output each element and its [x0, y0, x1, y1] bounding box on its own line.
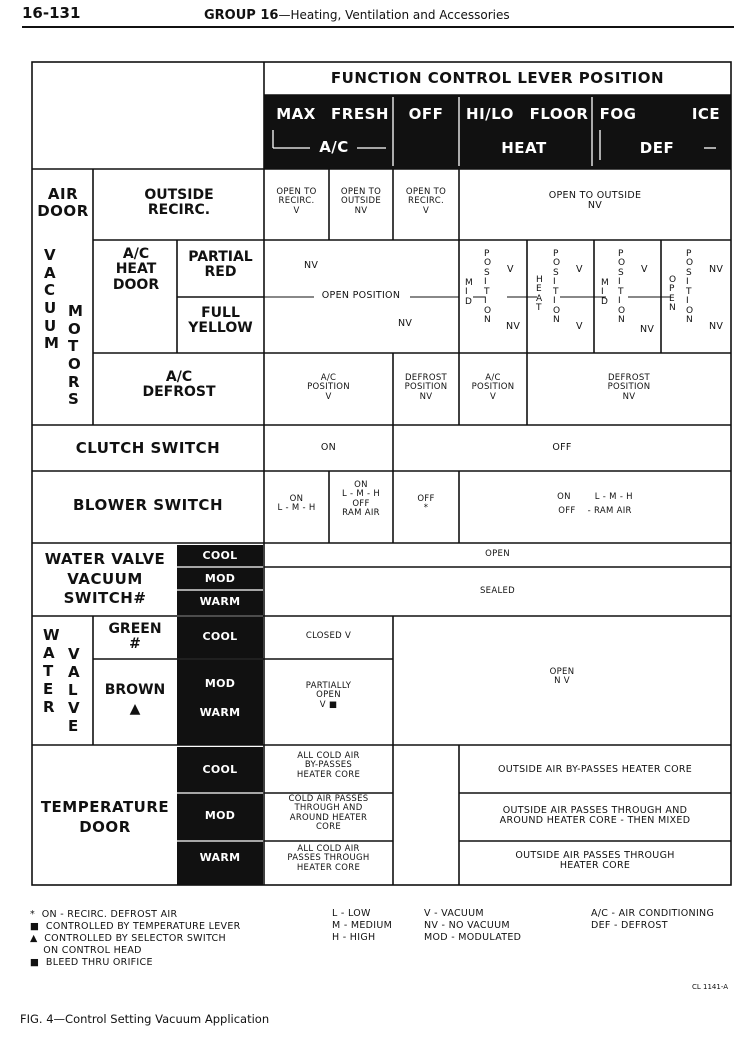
td-mod: MOD: [204, 809, 236, 822]
ice-nv-top: NV: [709, 264, 724, 275]
wv-partially-open: PARTIALLY OPEN V ■: [305, 681, 352, 710]
ac-defrost-rest: DEFROST POSITION NV: [607, 373, 651, 402]
td-cool: COOL: [202, 763, 238, 776]
pos-hilo: HI/LO: [466, 105, 514, 123]
figure-code: CL 1141-A: [692, 983, 728, 991]
pos-ice: ICE: [691, 105, 721, 123]
partial-red-label: PARTIAL RED: [188, 249, 253, 281]
pos-ac-group: A/C: [319, 138, 349, 156]
footnote-symbols: * ON - RECIRC. DEFROST AIR ■ CONTROLLED BY TEMPERATURE LEVER ▲ CONTROLLED BY SELECTOR SWITCH ON CONTROL HEAD ■ BLEED THRU ORIFICE: [30, 909, 241, 968]
open-position: OPEN POSITION: [321, 290, 401, 301]
fog-position-letters: P O S I T I O N: [618, 249, 626, 326]
footnote-abbrev: A/C - AIR CONDITIONING DEF - DEFROST: [591, 908, 715, 931]
pos-off: OFF: [408, 105, 444, 123]
wvs-sealed: SEALED: [479, 586, 516, 596]
outside-recirc-label: OUTSIDE RECIRC.: [144, 187, 214, 219]
function-control-header: FUNCTION CONTROL LEVER POSITION: [330, 69, 665, 87]
wvs-warm: WARM: [199, 595, 241, 608]
group-subtitle: —Heating, Ventilation and Accessories: [278, 8, 510, 22]
ac-defrost-hilo: A/C POSITION V: [471, 373, 515, 402]
heat-door-full-nv: NV: [398, 318, 413, 329]
hilo-position-letters: P O S I T I O N: [484, 249, 492, 326]
ac-heat-door-label: A/C HEAT DOOR: [112, 246, 160, 293]
ac-defrost-label: A/C DEFROST: [142, 369, 216, 401]
full-yellow-label: FULL YELLOW: [188, 305, 253, 337]
ac-defrost-off: DEFROST POSITION NV: [404, 373, 448, 402]
pos-floor: FLOOR: [529, 105, 589, 123]
fog-v: V: [641, 264, 648, 275]
floor-v-top: V: [576, 264, 583, 275]
fog-nv: NV: [640, 324, 655, 335]
fog-mid-letters: M I D: [601, 278, 609, 307]
wv-closed: CLOSED V: [305, 631, 352, 641]
wv-warm: WARM: [199, 706, 241, 719]
blower-rest-off: OFF - RAM AIR: [558, 506, 632, 516]
floor-v-bottom: V: [576, 321, 583, 332]
ac-defrost-ac: A/C POSITION V: [307, 373, 350, 402]
td-warm: WARM: [199, 851, 241, 864]
motors-label: M O T O R S: [68, 302, 83, 409]
water-label: W A T E R: [43, 626, 60, 716]
figure-caption: FIG. 4—Control Setting Vacuum Application: [20, 1012, 270, 1026]
clutch-switch-label: CLUTCH SWITCH: [75, 439, 221, 457]
footnote-speeds: L - LOW M - MEDIUM H - HIGH: [332, 908, 393, 943]
green-label: GREEN #: [108, 621, 162, 653]
air-door-off: OPEN TO RECIRC. V: [405, 187, 447, 216]
valve-label: V A L V E: [68, 645, 80, 735]
clutch-on: ON: [320, 442, 337, 453]
group-label: GROUP 16: [204, 8, 279, 23]
pos-fresh: FRESH: [331, 105, 389, 123]
vacuum-label: V A C U U M: [44, 246, 59, 353]
heat-door-partial-nv: NV: [304, 260, 319, 271]
hilo-nv: NV: [506, 321, 521, 332]
blower-fresh: ON L - M - H OFF RAM AIR: [341, 480, 381, 519]
ice-nv-bottom: NV: [709, 321, 724, 332]
floor-heat-letters: H E A T: [536, 275, 543, 314]
blower-switch-label: BLOWER SWITCH: [73, 496, 223, 514]
td-warm-right: OUTSIDE AIR PASSES THROUGH HEATER CORE: [515, 850, 675, 872]
td-cool-left: ALL COLD AIR BY-PASSES HEATER CORE: [296, 751, 361, 780]
blower-rest-on: ON L - M - H: [557, 492, 633, 502]
td-mod-left: COLD AIR PASSES THROUGH AND AROUND HEATER CORE: [288, 794, 369, 833]
wv-mod: MOD: [204, 677, 236, 690]
ice-position-letters: P O S I T I O N: [686, 249, 694, 326]
page-number: 16-131: [22, 4, 81, 22]
wvs-open: OPEN: [485, 549, 510, 559]
wv-cool: COOL: [202, 630, 238, 643]
wvs-cool: COOL: [202, 549, 238, 562]
air-door-max: OPEN TO RECIRC. V: [276, 187, 317, 216]
blower-max: ON L - M - H: [277, 494, 316, 514]
ice-open-letters: O P E N: [669, 275, 677, 314]
air-door-fresh: OPEN TO OUTSIDE NV: [340, 187, 382, 216]
blower-off: OFF *: [417, 494, 435, 514]
td-cool-right: OUTSIDE AIR BY-PASSES HEATER CORE: [497, 764, 693, 775]
hilo-mid-letters: M I D: [465, 278, 473, 307]
pos-def-group: DEF: [639, 139, 675, 157]
footnote-vacuum: V - VACUUM NV - NO VACUUM MOD - MODULATED: [424, 908, 522, 943]
pos-heat-group: HEAT: [501, 139, 547, 157]
pos-max: MAX: [276, 105, 316, 123]
td-warm-left: ALL COLD AIR PASSES THROUGH HEATER CORE: [287, 844, 370, 873]
temperature-door-label: TEMPERATURE DOOR: [40, 798, 170, 837]
air-door-rest: OPEN TO OUTSIDE NV: [548, 190, 642, 212]
floor-position-letters: P O S I T I O N: [553, 249, 561, 326]
wv-open: OPEN N V: [549, 667, 575, 687]
hilo-v: V: [507, 264, 514, 275]
wvs-mod: MOD: [204, 572, 236, 585]
air-door-label: AIR DOOR: [37, 185, 89, 220]
clutch-off: OFF: [552, 442, 572, 453]
wvs-label: WATER VALVE VACUUM SWITCH#: [44, 550, 166, 607]
td-mod-right: OUTSIDE AIR PASSES THROUGH AND AROUND HEATER CORE - THEN MIXED: [499, 805, 691, 827]
pos-fog: FOG: [599, 105, 637, 123]
brown-label: BROWN ▲: [104, 682, 166, 717]
